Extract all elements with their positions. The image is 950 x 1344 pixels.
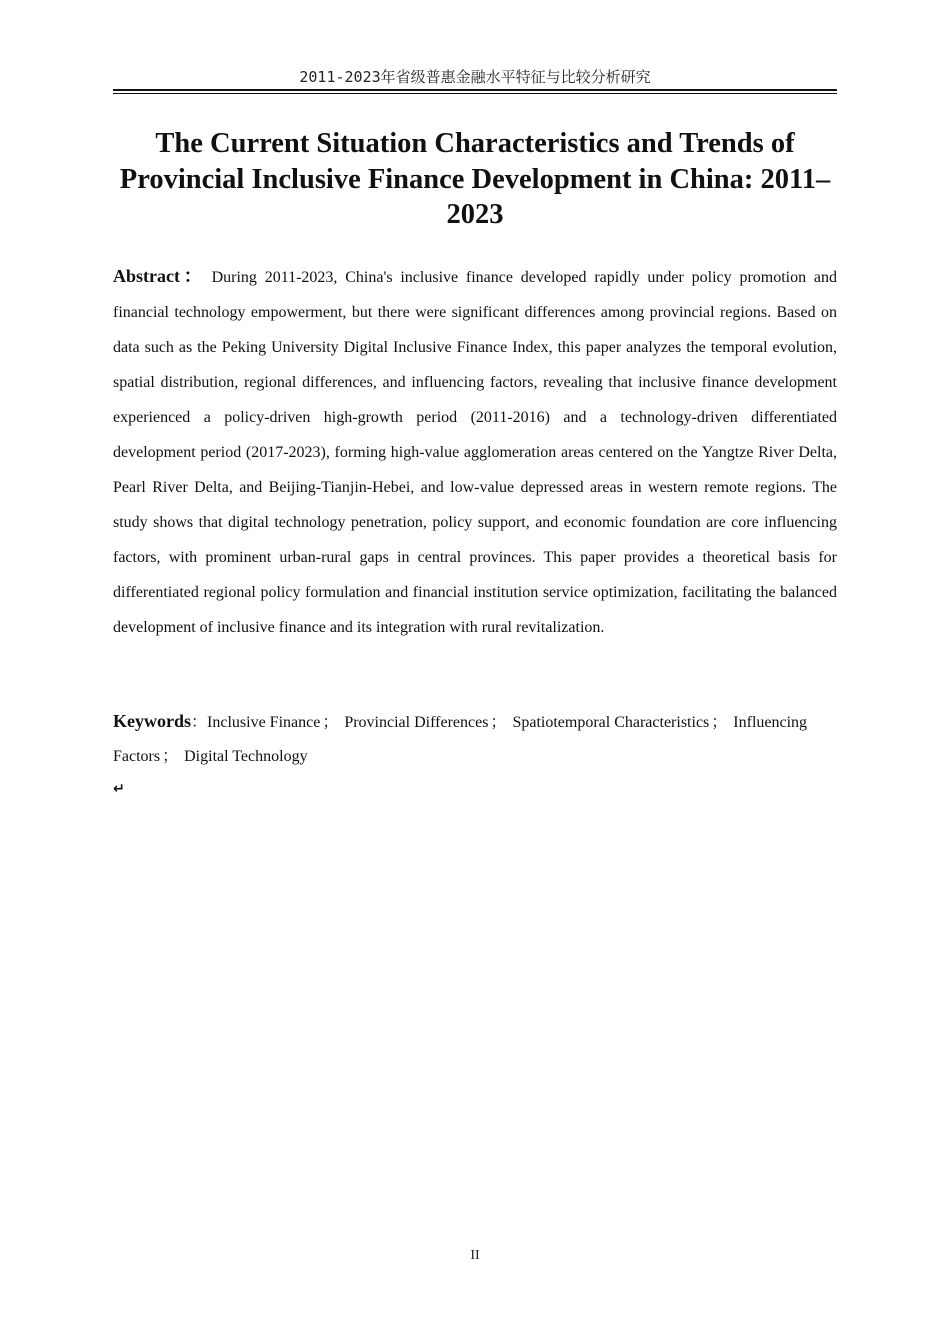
abstract-paragraph xyxy=(113,259,837,645)
running-header: 2011-2023年省级普惠金融水平特征与比较分析研究 xyxy=(299,68,651,86)
keyword-item: Influencing Factors xyxy=(113,714,808,765)
paragraph-return-icon: ↵ xyxy=(113,781,125,797)
paper-title: The Current Situation Characteristics and Trends of Provincial Inclusive Finance Development in China: 2011–2023 xyxy=(119,128,831,230)
keyword-item: Spatiotemporal Characteristics xyxy=(512,714,710,731)
header-double-rule xyxy=(113,89,837,94)
abstract-text: During 2011-2023, China's inclusive finance developed rapidly under policy promotion and financial technology empowerment, but there were significant differences among provincial regions. Based on data such as the Peking University Digital Inclusive Finance Index, this paper analyzes the temporal evolution, spatial distribution, regional differences, and influencing factors, revealing that inclusive finance development experienced a policy-driven high-growth period (2011-2016) and a technology-driven differentiated development period (2017-2023), forming high-value agglomeration areas centered on the Yangtze River Delta, Pearl River Delta, and Beijing-Tianjin-Hebei, and low-value depressed areas in western remote regions. The study shows that digital technology penetration, policy support, and economic foundation are core influencing factors, with prominent urban-rural gaps in central provinces. This paper provides a theoretical basis for differentiated regional policy formulation and financial institution service optimization, facilitating the balanced development of inclusive finance and its integration with rural revitalization. xyxy=(113,269,837,636)
keyword-separator: ； xyxy=(711,714,728,731)
keyword-separator: ； xyxy=(322,714,339,731)
keyword-item: Inclusive Finance xyxy=(207,714,321,731)
keyword-item: Provincial Differences xyxy=(344,714,489,731)
abstract-label: Abstract xyxy=(113,266,180,286)
keyword-separator: ； xyxy=(490,714,507,731)
abstract-colon: ： xyxy=(179,266,206,286)
keywords-colon: ： xyxy=(191,714,208,731)
keyword-item: Digital Technology xyxy=(184,748,308,765)
keywords-label: Keywords xyxy=(113,711,191,731)
keyword-separator: ； xyxy=(162,748,179,765)
page-number: II xyxy=(470,1248,480,1263)
keywords-paragraph xyxy=(113,704,837,774)
